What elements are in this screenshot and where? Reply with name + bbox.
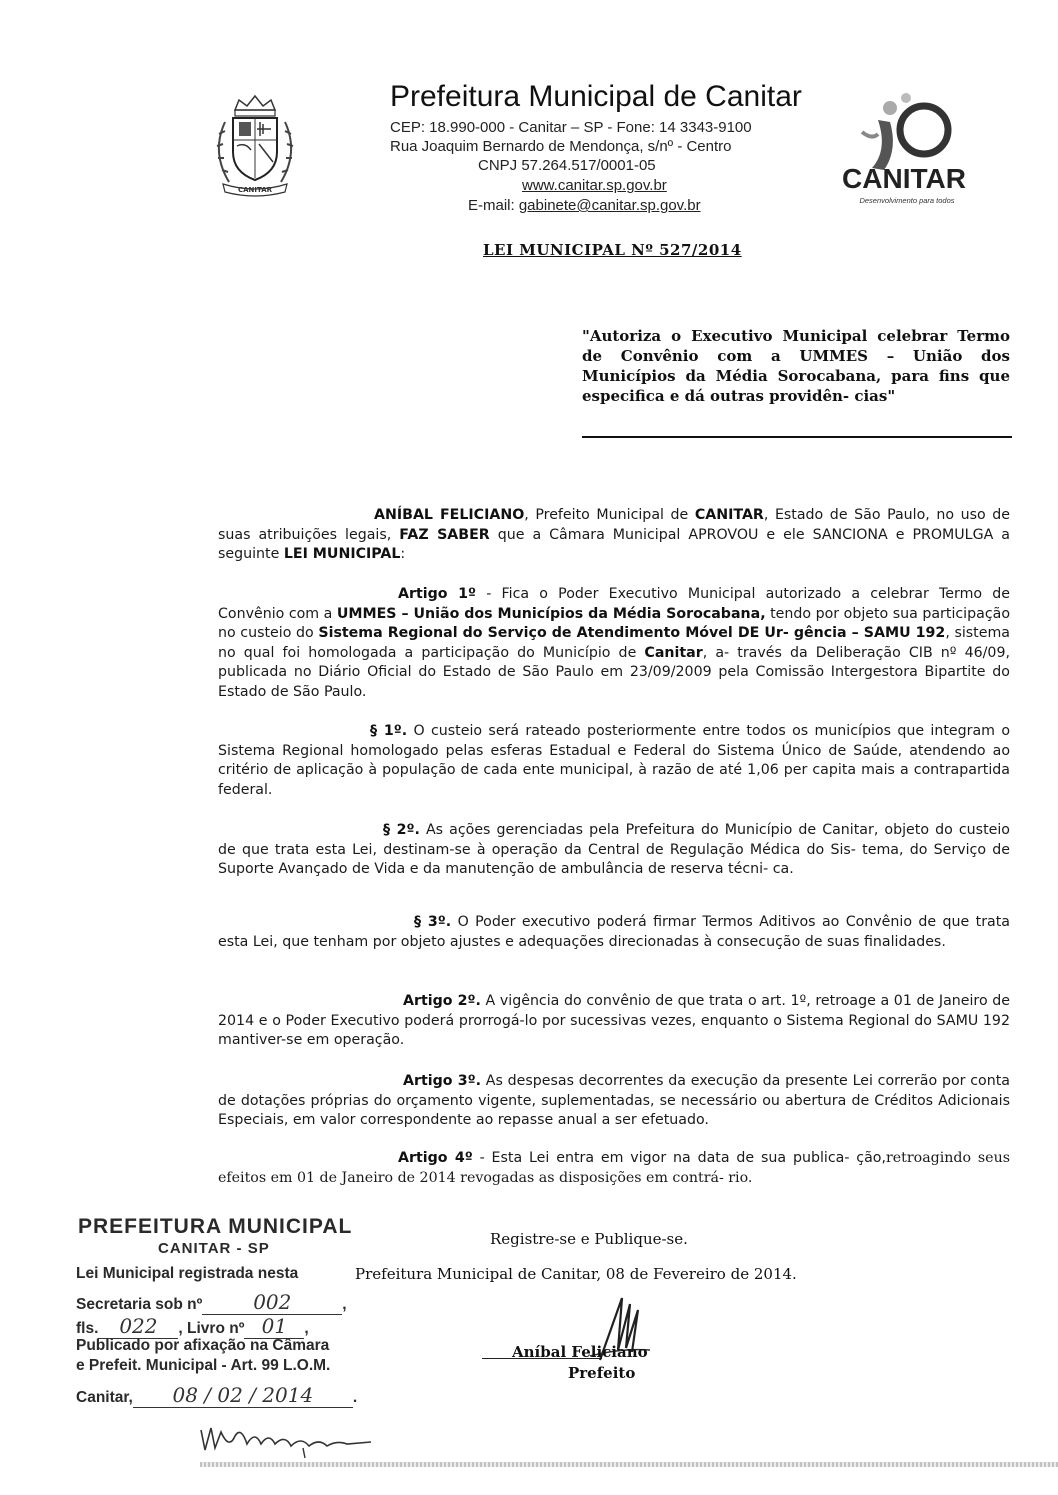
stamp-article-line: e Prefeit. Municipal - Art. 99 L.O.M. [76, 1357, 331, 1374]
header-website-link[interactable]: www.canitar.sp.gov.br [522, 177, 667, 194]
article-label: Artigo 2º. [403, 993, 481, 1009]
stamp-date: 08 / 02 / 2014 [133, 1383, 353, 1408]
canitar-logo-icon [832, 90, 982, 210]
city-name: CANITAR [694, 507, 764, 523]
section-label: § 3º. [414, 914, 452, 930]
article-label: Artigo 4º [398, 1150, 473, 1166]
preamble-text: , Estado de São Paulo, no uso de suas atribuições legais, [218, 507, 1010, 543]
article-4-paragraph [218, 1149, 1010, 1188]
article-text: , sistema no qual foi homologada a participação do Município de [218, 625, 1010, 661]
article-3-paragraph [218, 1072, 1010, 1131]
article-label: Artigo 3º. [403, 1073, 481, 1089]
stamp-registered-line: Lei Municipal registrada nesta [76, 1265, 299, 1282]
logo-tagline: Desenvolvimento para todos [859, 196, 955, 205]
logo-wordmark: CANITAR [842, 163, 966, 194]
samu-system-name: Sistema Regional do Serviço de Atendimento Móvel DE Ur- gência – SAMU 192 [318, 625, 946, 641]
place-and-date: Prefeitura Municipal de Canitar, 08 de Fevereiro de 2014. [355, 1265, 797, 1283]
stamp-fls-line: fls. 022 , Livro nº 01 , [76, 1314, 309, 1338]
preamble-text: que a Câmara Municipal APROVOU e ele SANCIONA e PROMULGA a seguinte [218, 526, 1010, 562]
city-name: Canitar [644, 644, 703, 661]
header-email-line [468, 196, 701, 215]
header-street-line: Rua Joaquim Bernardo de Mendonça, s/nº - Centro [390, 138, 732, 155]
crest-label: CANITAR [237, 186, 273, 194]
stamp-publicado-line: Publicado por afixação na Câmara [76, 1337, 330, 1354]
date-label: Canitar, [76, 1389, 133, 1406]
preamble-text: : [400, 546, 406, 562]
secretaria-number: 002 [202, 1290, 342, 1315]
article-text: retroagindo seus efeitos em 01 de Janeiro de 2014 revogadas as disposições em contrá- rio. [218, 1150, 1011, 1186]
article-2-paragraph [218, 992, 1010, 1051]
section-text: O Poder executivo poderá firmar Termos Aditivos ao Convênio de que trata esta Lei, que tenham por objeto ajustes e adequações direcionadas à consecução de suas finalidades. [218, 914, 1010, 950]
stamp-secretaria-line: Secretaria sob nº 002 , [76, 1290, 347, 1314]
stamp-title: PREFEITURA MUNICIPAL [78, 1215, 353, 1238]
header-address-line: CEP: 18.990-000 - Canitar – SP - Fone: 14 3343-9100 [390, 119, 752, 136]
org-title: Prefeitura Municipal de Canitar [390, 80, 802, 113]
stamp-date-line: Canitar, 08 / 02 / 2014 . [76, 1383, 358, 1407]
preamble-paragraph [218, 506, 1010, 565]
article-text: A vigência do convênio de que trata o art. 1º, retroage a 01 de Janeiro de 2014 e o Poder Executivo poderá prorrogá-lo por sucessivas vezes, enquanto o Sistema Regional do SAMU 192 mantiver-se em operação. [218, 993, 1011, 1048]
fls-number: 022 [98, 1314, 178, 1339]
section-text: O custeio será rateado posteriormente entre todos os municípios que integram o Sistema Regional homologado pelas esferas Estadual e Federal do Sistema Único de Saúde, atendendo ao critério de aplicação à população de cada ente municipal, à razão de até 1,06 per capita mais a contrapartida federal. [218, 723, 1011, 798]
preamble-text: , Prefeito Municipal de [524, 507, 695, 523]
article-text: As despesas decorrentes da execução da presente Lei correrão por conta de dotações próprias do orçamento vigente, suplementadas, se necessário ou abertura de Créditos Adicionais Especiais, em valor correspondente ao repasse anual a ser efetuado. [218, 1073, 1010, 1128]
livro-number: 01 [244, 1314, 304, 1339]
email-link[interactable]: gabinete@canitar.sp.gov.br [518, 197, 701, 214]
article-text: tendo por objeto sua participação no custeio do [218, 605, 1011, 641]
ummes-name: UMMES – União dos Municípios da Média Sorocabana, [336, 605, 766, 622]
article-text: - Esta Lei entra em vigor na data de sua publica- ção, [472, 1150, 886, 1166]
fls-label: fls. [76, 1320, 99, 1337]
lei-municipal: LEI MUNICIPAL [283, 546, 401, 562]
article-1-paragraph [218, 585, 1010, 702]
law-title: LEI MUNICIPAL Nº 527/2014 [483, 241, 742, 259]
stamp-signature-icon [195, 1410, 375, 1460]
paragraph-1 [218, 722, 1010, 800]
scan-edge-artifact [200, 1462, 1058, 1467]
article-text: - Fica o Poder Executivo Municipal autorizado a celebrar Termo de Convênio com a [218, 586, 1010, 622]
paragraph-3 [218, 913, 1010, 952]
signer-name: Aníbal Feliciano [512, 1343, 648, 1361]
summary-divider [582, 436, 1012, 438]
paragraph-2 [218, 821, 1010, 880]
section-label: § 2º. [383, 822, 420, 838]
stamp-city: CANITAR - SP [158, 1240, 270, 1257]
article-text: , a- través da Deliberação CIB nº 46/09, publicada no Diário Oficial do Estado de São Paulo em 23/09/2009 pela Comissão Intergestora Bipartite do Estado de São Paulo. [218, 644, 1010, 700]
header-cnpj-line: CNPJ 57.264.517/0001-05 [478, 157, 656, 174]
secretaria-label: Secretaria sob nº [76, 1296, 203, 1313]
prefeito-name: ANÍBAL FELICIANO [374, 507, 525, 523]
law-summary: "Autoriza o Executivo Municipal celebrar Termo de Convênio com a UMMES – União dos Municípios da Média Sorocabana, para fins que especifica e dá outras providên- cias" [582, 327, 1010, 405]
municipal-crest-icon [205, 92, 305, 202]
section-label: § 1º. [370, 723, 408, 739]
section-text: As ações gerenciadas pela Prefeitura do Município de Canitar, objeto do custeio de que trata esta Lei, destinam-se à operação da Central de Regulação Médica do Sis- tema, do Serviço de Suporte Avançado de Vida e da manutenção de ambulância de reserva técni- ca. [218, 822, 1010, 877]
email-label: E-mail: [468, 197, 519, 214]
article-label: Artigo 1º [398, 586, 477, 602]
signer-title: Prefeito [568, 1364, 636, 1382]
livro-label: , Livro nº [178, 1320, 245, 1337]
registre-publique: Registre-se e Publique-se. [490, 1230, 688, 1248]
faz-saber: FAZ SABER [399, 526, 490, 543]
